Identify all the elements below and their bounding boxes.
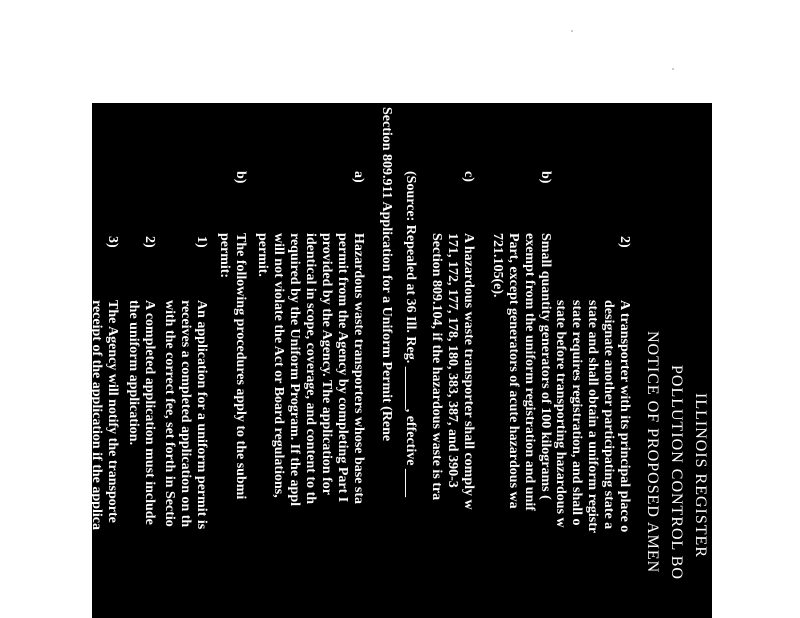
board-header: POLLUTION CONTROL BO: [668, 365, 685, 580]
notice-header: NOTICE OF PROPOSED AMEN: [644, 331, 661, 574]
body-line: receives a completed application on th: [178, 300, 193, 528]
body-line: permit:: [217, 233, 232, 279]
source-note: (Source: Repealed at 36 Ill. Reg. ______, effective ____: [403, 171, 418, 497]
body-line: state requires registration, and shall o: [569, 300, 584, 526]
section-heading: Section 809.911 Application for a Uniform Permit (Rene: [379, 107, 394, 442]
body-line: the uniform application.: [126, 300, 141, 446]
item-marker: b): [538, 171, 553, 184]
body-line: A hazardous waste transporter shall comply w: [461, 233, 476, 510]
scan-speck: [672, 68, 674, 70]
body-line: provided by the Agency. The application for: [319, 233, 334, 496]
body-line: An application for a uniform permit is: [194, 300, 209, 530]
body-line: Section 809.104, if the hazardous waste is tra: [429, 233, 444, 501]
body-line: 171, 172, 177, 178, 180, 383, 387, and 390-3: [445, 233, 460, 488]
rotated-document-scan: [73, 103, 712, 618]
body-line: exempt from the uniform registration and unif: [522, 233, 537, 511]
body-line: permit.: [255, 233, 270, 277]
item-marker: 2): [142, 236, 157, 248]
body-line: state before transporting hazardous w: [553, 300, 568, 528]
body-line: the application will not be reviewed, a: [73, 300, 88, 526]
body-line: identical in scope, coverage, and content to th: [303, 233, 318, 505]
body-line: will not violate the Act or Board regulations,: [271, 233, 286, 498]
register-header: ILLINOIS REGISTER: [692, 393, 709, 558]
body-line: A completed application must include: [142, 300, 157, 525]
body-line: with the correct fee, set forth in Sectio: [162, 300, 177, 527]
item-marker: 1): [194, 236, 209, 248]
body-line: Small quantity generators of 100 kilograms (: [538, 233, 553, 500]
body-line: required by the Uniform Program. If the appl: [287, 233, 302, 506]
body-line: A transporter with its principal place o: [617, 300, 632, 533]
body-line: Hazardous waste transporters whose base sta: [351, 233, 366, 505]
body-line: state and shall obtain a uniform registr: [585, 300, 600, 534]
item-marker: a): [351, 171, 366, 183]
body-line: receipt of the application if the applica: [89, 300, 104, 530]
body-line: Part, except generators of acute hazardous wa: [506, 233, 521, 509]
body-line: designate another participating state a: [601, 300, 616, 530]
body-line: permit from the Agency by completing Part I: [335, 233, 350, 503]
item-marker: c): [461, 171, 476, 182]
item-marker: b): [233, 171, 248, 184]
document-page: [73, 103, 712, 618]
scan-speck: [571, 30, 573, 32]
item-marker: 2): [617, 236, 632, 248]
body-line: The following procedures apply to the submi: [233, 233, 248, 500]
body-line: The Agency will notify the transporte: [105, 300, 120, 523]
item-marker: 3): [105, 236, 120, 248]
body-line: 721.105(e).: [490, 233, 505, 298]
